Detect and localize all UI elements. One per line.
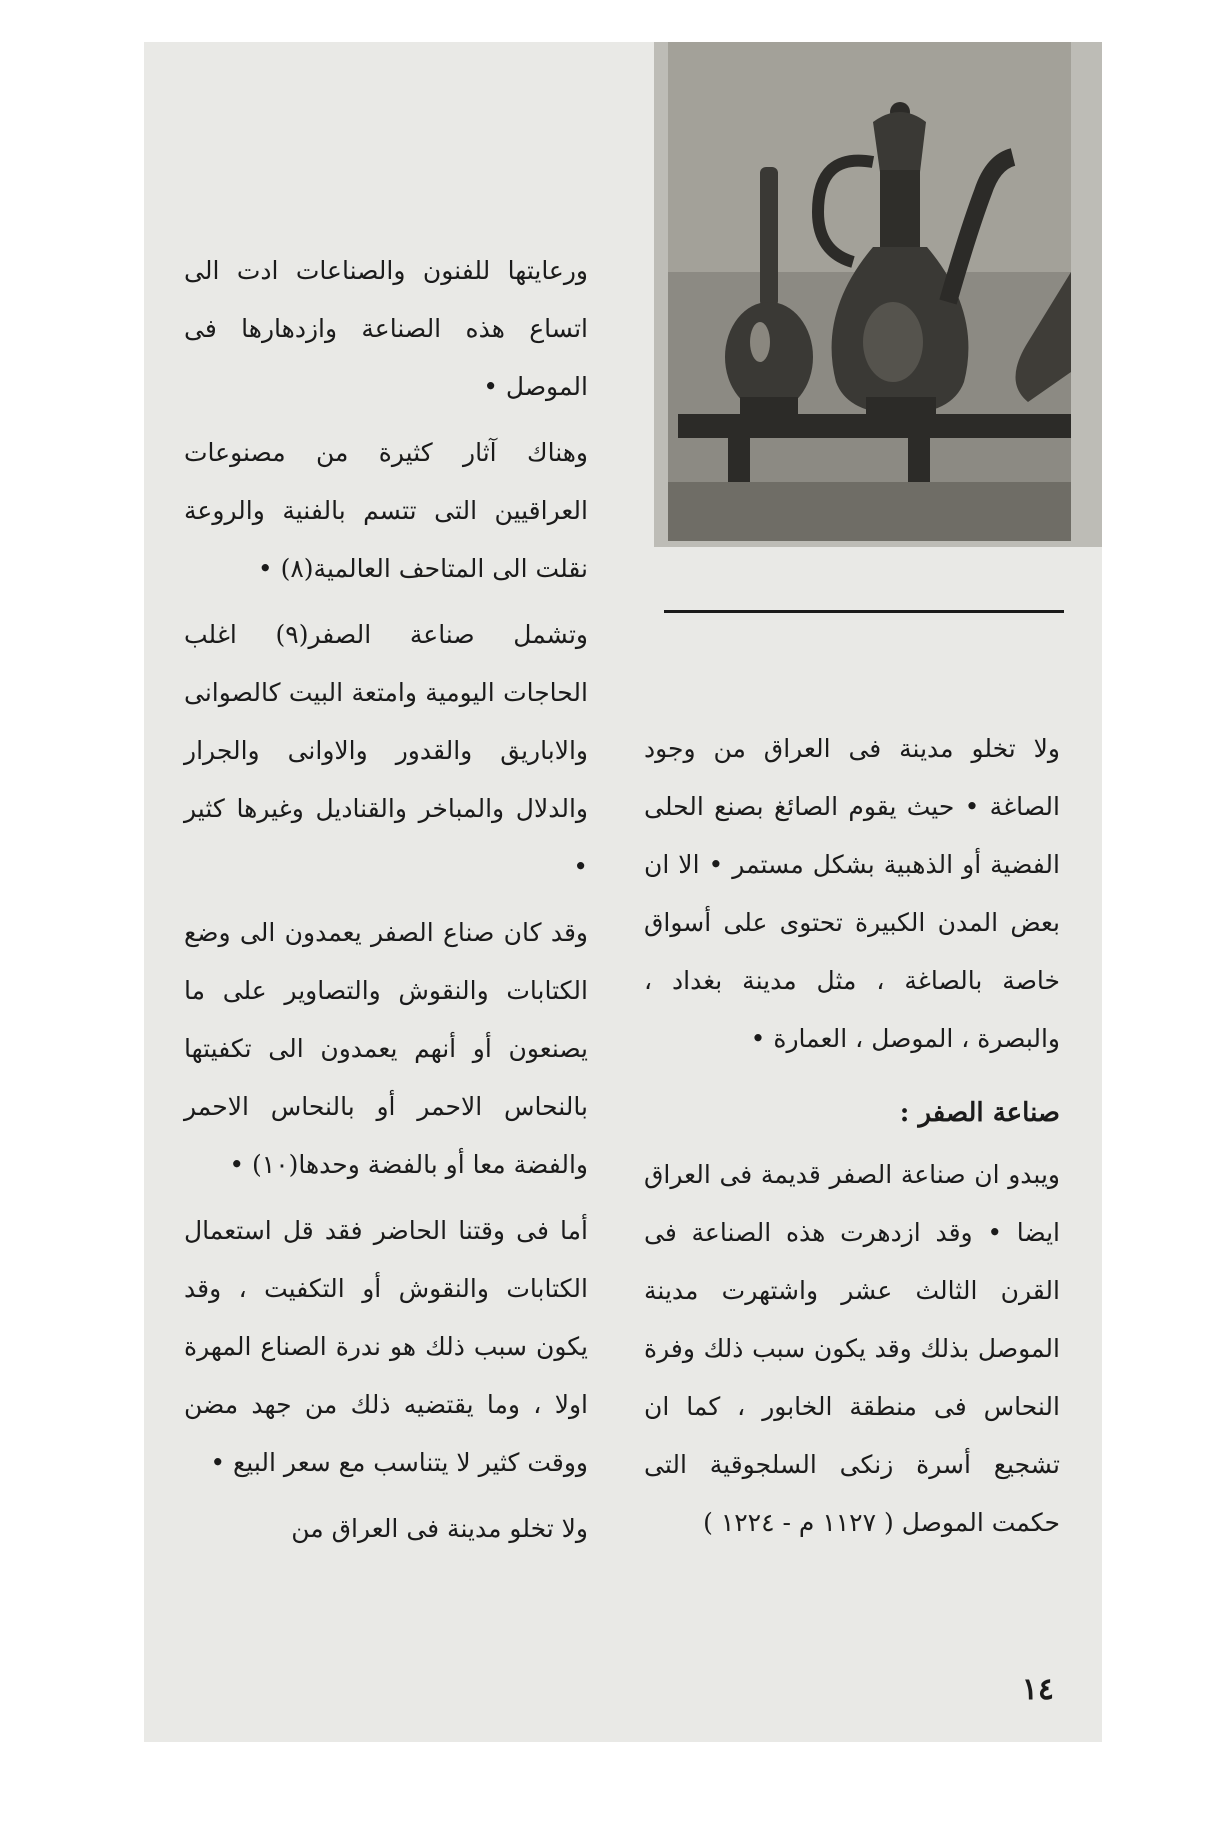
paragraph: أما فى وقتنا الحاضر فقد قل استعمال الكتابات والنقوش أو التكفيت ، وقد يكون سبب ذلك هو ندرة الصناع المهرة اولا ، وما يقتضيه ذلك من جهد مضن ووقت كثير لا يتناسب مع سعر البيع • [184, 1216, 588, 1477]
floor [668, 482, 1071, 541]
paragraph: وهناك آثار كثيرة من مصنوعات العراقيين التى تتسم بالفنية والروعة نقلت الى المتاحف العالمية(٨) • [184, 438, 588, 583]
paragraph: ورعايتها للفنون والصناعات ادت الى اتساع هذه الصناعة وازدهارها فى الموصل • [184, 256, 588, 401]
photo-image [668, 42, 1071, 541]
paragraph: ولا تخلو مدينة فى العراق من [291, 1514, 588, 1543]
paragraph: وتشمل صناعة الصفر(٩) اغلب الحاجات اليومية وامتعة البيت كالصوانى والاباريق والقدور والاوانى والجرار والدلال والمباخر والقناديل وغيرها كثير • [184, 620, 588, 881]
paragraph: وقد كان صناع الصفر يعمدون الى وضع الكتابات والنقوش والتصاوير على ما يصنعون أو أنهم يعمدون الى تكفيتها بالنحاس الاحمر أو بالنحاس الاحمر والفضة معا أو بالفضة وحدها(١٠) • [184, 918, 588, 1179]
left-column [184, 242, 588, 1566]
photo-block [654, 42, 1102, 547]
bottle-body [725, 302, 813, 412]
ewer-ornament [863, 302, 923, 382]
bottle-neck [760, 167, 778, 307]
section-rule [664, 610, 1064, 613]
bottle-base [740, 397, 798, 417]
page-number: ١٤ [1021, 1672, 1054, 1707]
paragraph: ولا تخلو مدينة فى العراق من وجود الصاغة • حيث يقوم الصائغ بصنع الحلى الفضية أو الذهبية بشكل مستمر • الا ان بعض المدن الكبيرة تحتوى على أسواق خاصة بالصاغة ، مثل مدينة بغداد ، والبصرة ، الموصل ، العمارة • [644, 734, 1060, 1053]
table-top [678, 414, 1071, 438]
paragraph: ويبدو ان صناعة الصفر قديمة فى العراق ايضا • وقد ازدهرت هذه الصناعة فى القرن الثالث عشر واشتهرت مدينة الموصل بذلك وقد يكون سبب ذلك وفرة النحاس فى منطقة الخابور ، كما ان تشجيع أسرة زنكى السلجوقية التى حكمت الموصل ( ١١٢٧ م - ١٢٢٤ ) [644, 1160, 1060, 1537]
photo-brass-vessels [668, 42, 1071, 541]
ewer-neck [880, 170, 920, 250]
right-column [644, 720, 1060, 1560]
book-page [144, 42, 1102, 1742]
bottle-highlight [750, 322, 770, 362]
ewer-base [866, 397, 936, 415]
section-heading: صناعة الصفر : [899, 1098, 1060, 1128]
ewer-lid [873, 112, 926, 172]
